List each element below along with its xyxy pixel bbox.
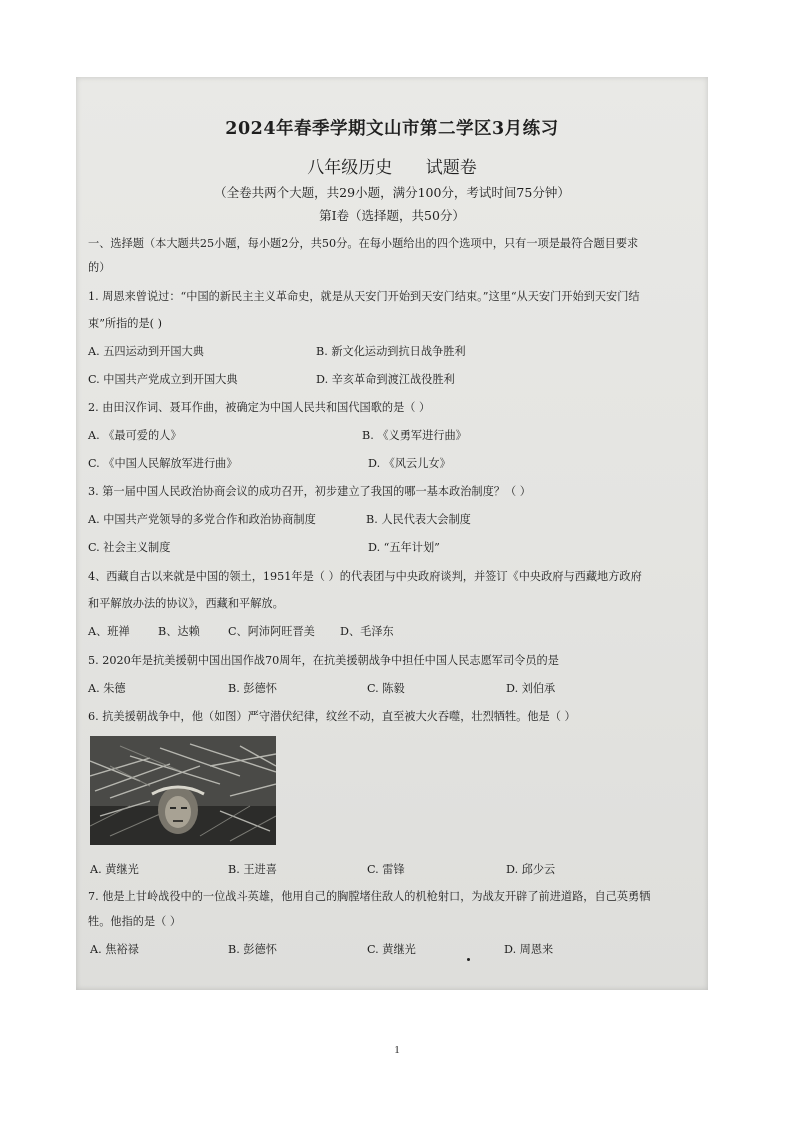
q2-stem: 2. 由田汉作词、聂耳作曲，被确定为中国人民共和国代国歌的是（ ）: [88, 401, 431, 414]
scan-speck: [467, 958, 470, 961]
scanned-exam-page: [76, 77, 708, 990]
q1-option-d: D. 辛亥革命到渡江战役胜利: [316, 373, 455, 386]
q5-option-c: C. 陈毅: [367, 682, 405, 695]
q2-option-a: A. 《最可爱的人》: [88, 429, 182, 442]
q5-stem: 5. 2020年是抗美援朝中国出国作战70周年，在抗美援朝战争中担任中国人民志愿军司令员的是: [88, 654, 559, 667]
q4-option-c: C、阿沛阿旺晋美: [228, 625, 315, 638]
q5-option-a: A. 朱德: [88, 682, 126, 695]
q4-option-b: B、达赖: [158, 625, 200, 638]
q5-option-b: B. 彭德怀: [228, 682, 277, 695]
exam-note: （全卷共两个大题，共29小题，满分100分，考试时间75分钟）: [214, 185, 570, 200]
exam-title: 2024年春季学期文山市第二学区3月练习: [225, 119, 559, 139]
q6-stem: 6. 抗美援朝战争中，他（如图）严守潜伏纪律，纹丝不动，直至被大火吞噬，壮烈牺牲。他是（ ）: [88, 710, 576, 723]
q3-option-a: A. 中国共产党领导的多党合作和政治协商制度: [88, 513, 316, 526]
instructions-line-2: 的）: [88, 261, 111, 274]
q4-stem-line-1: 4、西藏自古以来就是中国的领土，1951年是（ ）的代表团与中央政府谈判，并签订《中央政府与西藏地方政府: [88, 570, 642, 583]
q7-option-b: B. 彭德怀: [228, 943, 277, 956]
q4-option-a: A、班禅: [88, 625, 130, 638]
q2-option-b: B. 《义勇军进行曲》: [362, 429, 467, 442]
q2-option-d: D. 《风云儿女》: [368, 457, 451, 470]
q7-option-d: D. 周恩来: [504, 943, 554, 956]
q3-option-b: B. 人民代表大会制度: [366, 513, 471, 526]
q7-option-c: C. 黄继光: [367, 943, 416, 956]
q1-option-a: A. 五四运动到开国大典: [88, 345, 204, 358]
soldier-in-grass-photo: [90, 736, 276, 845]
q1-stem-line-2: 束”所指的是( ): [88, 317, 162, 330]
instructions-line-1: 一、选择题（本大题共25小题，每小题2分，共50分。在每小题给出的四个选项中，只有一项是最符合题目要求: [88, 237, 639, 250]
q7-option-a: A. 焦裕禄: [90, 943, 139, 956]
q6-option-c: C. 雷锋: [367, 863, 405, 876]
q1-option-b: B. 新文化运动到抗日战争胜利: [316, 345, 466, 358]
exam-subtitle: 八年级历史 试题卷: [307, 158, 477, 178]
q2-option-c: C. 《中国人民解放军进行曲》: [88, 457, 238, 470]
q6-option-b: B. 王进喜: [228, 863, 277, 876]
q4-option-d: D、毛泽东: [340, 625, 394, 638]
q7-stem-line-2: 牲。他指的是（ ）: [88, 915, 182, 928]
q1-stem-line-1: 1. 周恩来曾说过：“中国的新民主主义革命史，就是从天安门开始到天安门结束。”这里“从天安门开始到天安门结: [88, 290, 640, 303]
q3-option-d: D. “五年计划”: [368, 541, 440, 554]
part-heading: 第Ⅰ卷（选择题，共50分）: [319, 208, 465, 223]
q1-option-c: C. 中国共产党成立到开国大典: [88, 373, 238, 386]
q3-option-c: C. 社会主义制度: [88, 541, 171, 554]
q7-stem-line-1: 7. 他是上甘岭战役中的一位战斗英雄，他用自己的胸膛堵住敌人的机枪射口，为战友开辟了前进道路，自己英勇牺: [88, 890, 651, 903]
page-number: 1: [394, 1044, 400, 1056]
q6-option-d: D. 邱少云: [506, 863, 556, 876]
q5-option-d: D. 刘伯承: [506, 682, 556, 695]
photo-illustration: [90, 736, 276, 845]
q6-option-a: A. 黄继光: [90, 863, 139, 876]
q4-stem-line-2: 和平解放办法的协议》，西藏和平解放。: [88, 597, 284, 610]
q3-stem: 3. 第一届中国人民政治协商会议的成功召开，初步建立了我国的哪一基本政治制度？（ ）: [88, 485, 531, 498]
